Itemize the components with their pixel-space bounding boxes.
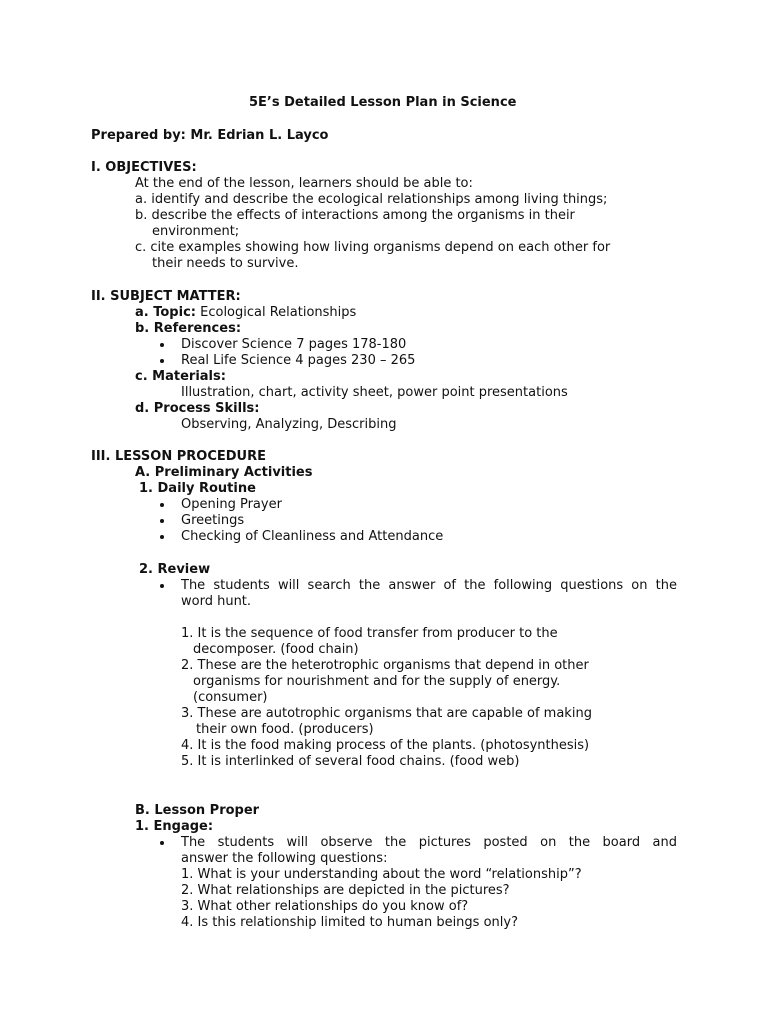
objectives-intro: At the end of the lesson, learners should be able to: [135,176,473,191]
preliminary-activities-heading: A. Preliminary Activities [135,465,313,480]
engage-instruction-line1: The students will observe the pictures posted on the board and [181,835,677,850]
engage-heading: 1. Engage: [135,819,214,834]
bullet-icon [160,359,164,363]
procedure-heading: III. LESSON PROCEDURE [91,449,266,464]
engage-instruction-line2: answer the following questions: [181,851,388,866]
engage-question-1: 1. What is your understanding about the word “relationship”? [181,867,582,882]
review-question-3b: their own food. (producers) [196,722,374,737]
process-skills-value: Observing, Analyzing, Describing [181,417,397,432]
bullet-icon [160,503,164,507]
bullet-icon [160,841,164,845]
bullet-icon [160,535,164,539]
objective-c-line1: c. cite examples showing how living organisms depend on each other for [135,240,611,255]
review-heading: 2. Review [139,562,211,577]
engage-question-3: 3. What other relationships do you know of? [181,899,469,914]
review-question-1a: 1. It is the sequence of food transfer from producer to the [181,626,558,641]
objective-a: a. identify and describe the ecological relationships among living things; [135,192,608,207]
objective-c-line2: their needs to survive. [152,256,299,271]
lesson-proper-heading: B. Lesson Proper [135,803,260,818]
reference-item-1: Discover Science 7 pages 178-180 [181,337,407,352]
references-label: b. References: [135,321,242,336]
routine-item: Greetings [181,513,245,528]
document-title: 5E’s Detailed Lesson Plan in Science [249,95,517,110]
objective-b-line1: b. describe the effects of interactions among the organisms in their [135,208,575,223]
objective-b-line2: environment; [152,224,240,239]
review-question-1b: decomposer. (food chain) [193,642,359,657]
bullet-icon [160,519,164,523]
process-skills-label: d. Process Skills: [135,401,260,416]
routine-item: Opening Prayer [181,497,282,512]
engage-question-4: 4. Is this relationship limited to human beings only? [181,915,518,930]
review-question-5: 5. It is interlinked of several food chains. (food web) [181,754,520,769]
materials-label: c. Materials: [135,369,226,384]
reference-item-2: Real Life Science 4 pages 230 – 265 [181,353,416,368]
objectives-heading: I. OBJECTIVES: [91,160,197,175]
review-question-2c: (consumer) [193,690,268,705]
bullet-icon [160,343,164,347]
review-instruction-line1: The students will search the answer of the following questions on the [181,578,677,593]
bullet-icon [160,584,164,588]
subject-matter-heading: II. SUBJECT MATTER: [91,289,241,304]
daily-routine-heading: 1. Daily Routine [139,481,256,496]
review-question-2b: organisms for nourishment and for the supply of energy. [193,674,561,689]
review-question-4: 4. It is the food making process of the plants. (photosynthesis) [181,738,590,753]
prepared-by: Prepared by: Mr. Edrian L. Layco [91,128,329,143]
engage-question-2: 2. What relationships are depicted in the pictures? [181,883,510,898]
review-instruction-line2: word hunt. [181,594,252,609]
materials-value: Illustration, chart, activity sheet, power point presentations [181,385,568,400]
topic-label: a. Topic: [135,305,196,320]
topic-value: Ecological Relationships [200,305,357,320]
review-question-3a: 3. These are autotrophic organisms that are capable of making [181,706,592,721]
review-question-2a: 2. These are the heterotrophic organisms that depend in other [181,658,589,673]
topic-row [135,305,356,321]
routine-item: Checking of Cleanliness and Attendance [181,529,444,544]
